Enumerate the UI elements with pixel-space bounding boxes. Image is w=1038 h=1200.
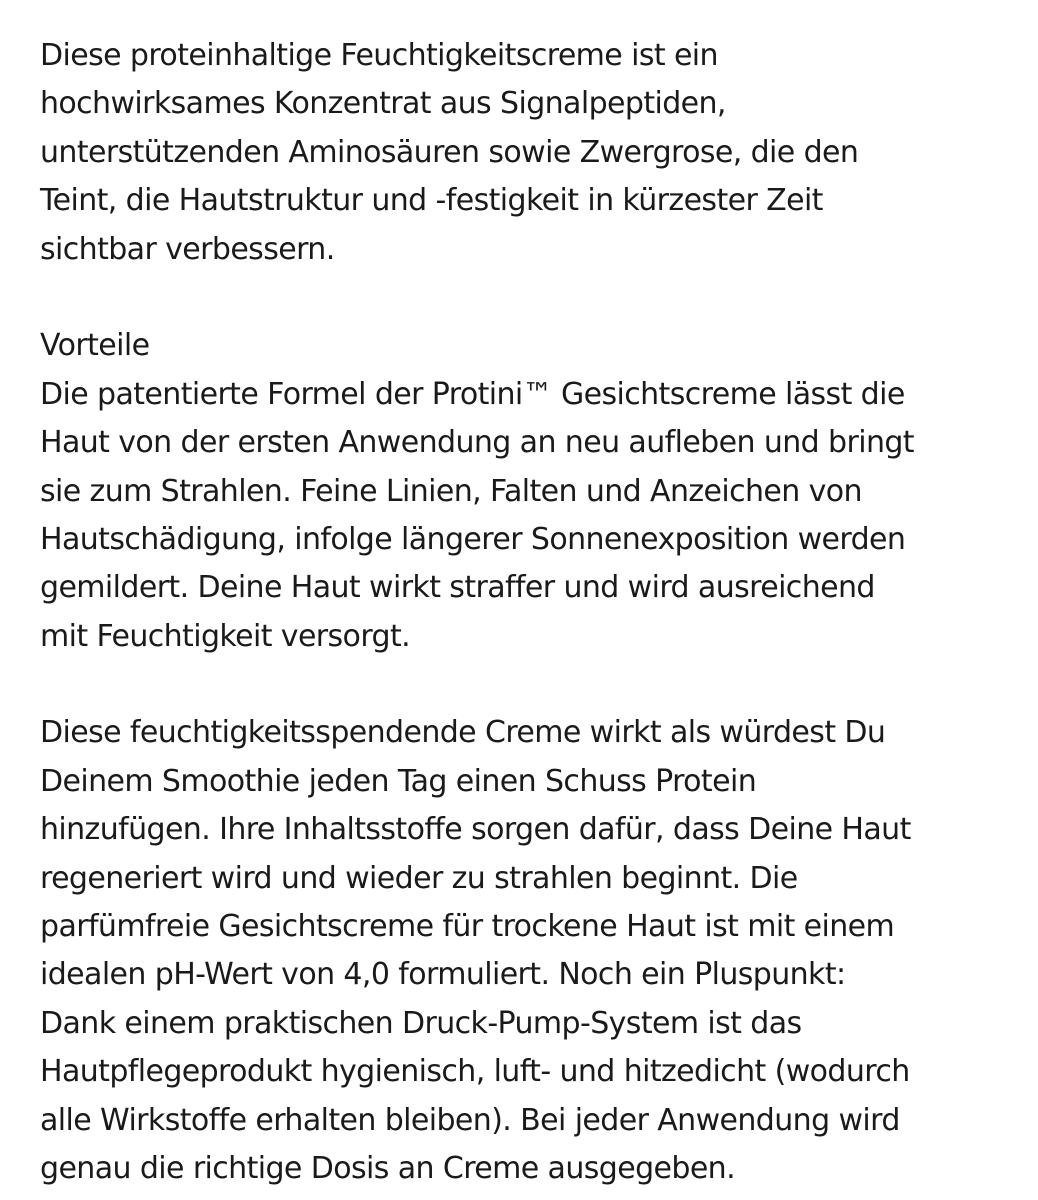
text-line: hochwirksames Konzentrat aus Signalpeptiden, bbox=[40, 86, 726, 122]
text-line: parfümfreie Gesichtscreme für trockene Haut ist mit einem bbox=[40, 909, 895, 945]
text-line: Deinem Smoothie jeden Tag einen Schuss Protein bbox=[40, 763, 757, 799]
paragraph-spacer bbox=[40, 661, 1030, 709]
text-line: idealen pH-Wert von 4,0 formuliert. Noch ein Pluspunkt: bbox=[40, 957, 846, 993]
benefits-heading: Vorteile bbox=[40, 328, 150, 364]
benefits-section bbox=[40, 322, 1030, 661]
text-line: Dank einem praktischen Druck-Pump-System ist das bbox=[40, 1005, 802, 1041]
text-line: regeneriert wird und wieder zu strahlen beginnt. Die bbox=[40, 860, 798, 896]
text-line: Hautpflegeprodukt hygienisch, luft- und hitzedicht (wodurch bbox=[40, 1054, 910, 1090]
intro-paragraph bbox=[40, 32, 1030, 274]
text-line: sichtbar verbessern. bbox=[40, 231, 335, 267]
text-line: unterstützenden Aminosäuren sowie Zwergrose, die den bbox=[40, 134, 859, 170]
text-line: Die patentierte Formel der Protini™ Gesichtscreme lässt die bbox=[40, 376, 905, 412]
text-line: Diese feuchtigkeitsspendende Creme wirkt als würdest Du bbox=[40, 715, 886, 751]
text-line: mit Feuchtigkeit versorgt. bbox=[40, 618, 411, 654]
text-line: Haut von der ersten Anwendung an neu aufleben und bringt bbox=[40, 425, 914, 461]
text-line: sie zum Strahlen. Feine Linien, Falten und Anzeichen von bbox=[40, 473, 862, 509]
text-line: Teint, die Hautstruktur und -festigkeit in kürzester Zeit bbox=[40, 183, 823, 219]
text-line: Hautschädigung, infolge längerer Sonnenexposition werden bbox=[40, 521, 906, 557]
text-line: gemildert. Deine Haut wirkt straffer und wird ausreichend bbox=[40, 570, 875, 606]
details-paragraph bbox=[40, 709, 1030, 1193]
paragraph-spacer bbox=[40, 274, 1030, 322]
product-description bbox=[40, 32, 1030, 1193]
text-line: alle Wirkstoffe erhalten bleiben). Bei jeder Anwendung wird bbox=[40, 1102, 900, 1138]
text-line: genau die richtige Dosis an Creme ausgegeben. bbox=[40, 1150, 736, 1186]
text-line: Diese proteinhaltige Feuchtigkeitscreme ist ein bbox=[40, 38, 718, 73]
text-line: hinzufügen. Ihre Inhaltsstoffe sorgen dafür, dass Deine Haut bbox=[40, 812, 911, 848]
